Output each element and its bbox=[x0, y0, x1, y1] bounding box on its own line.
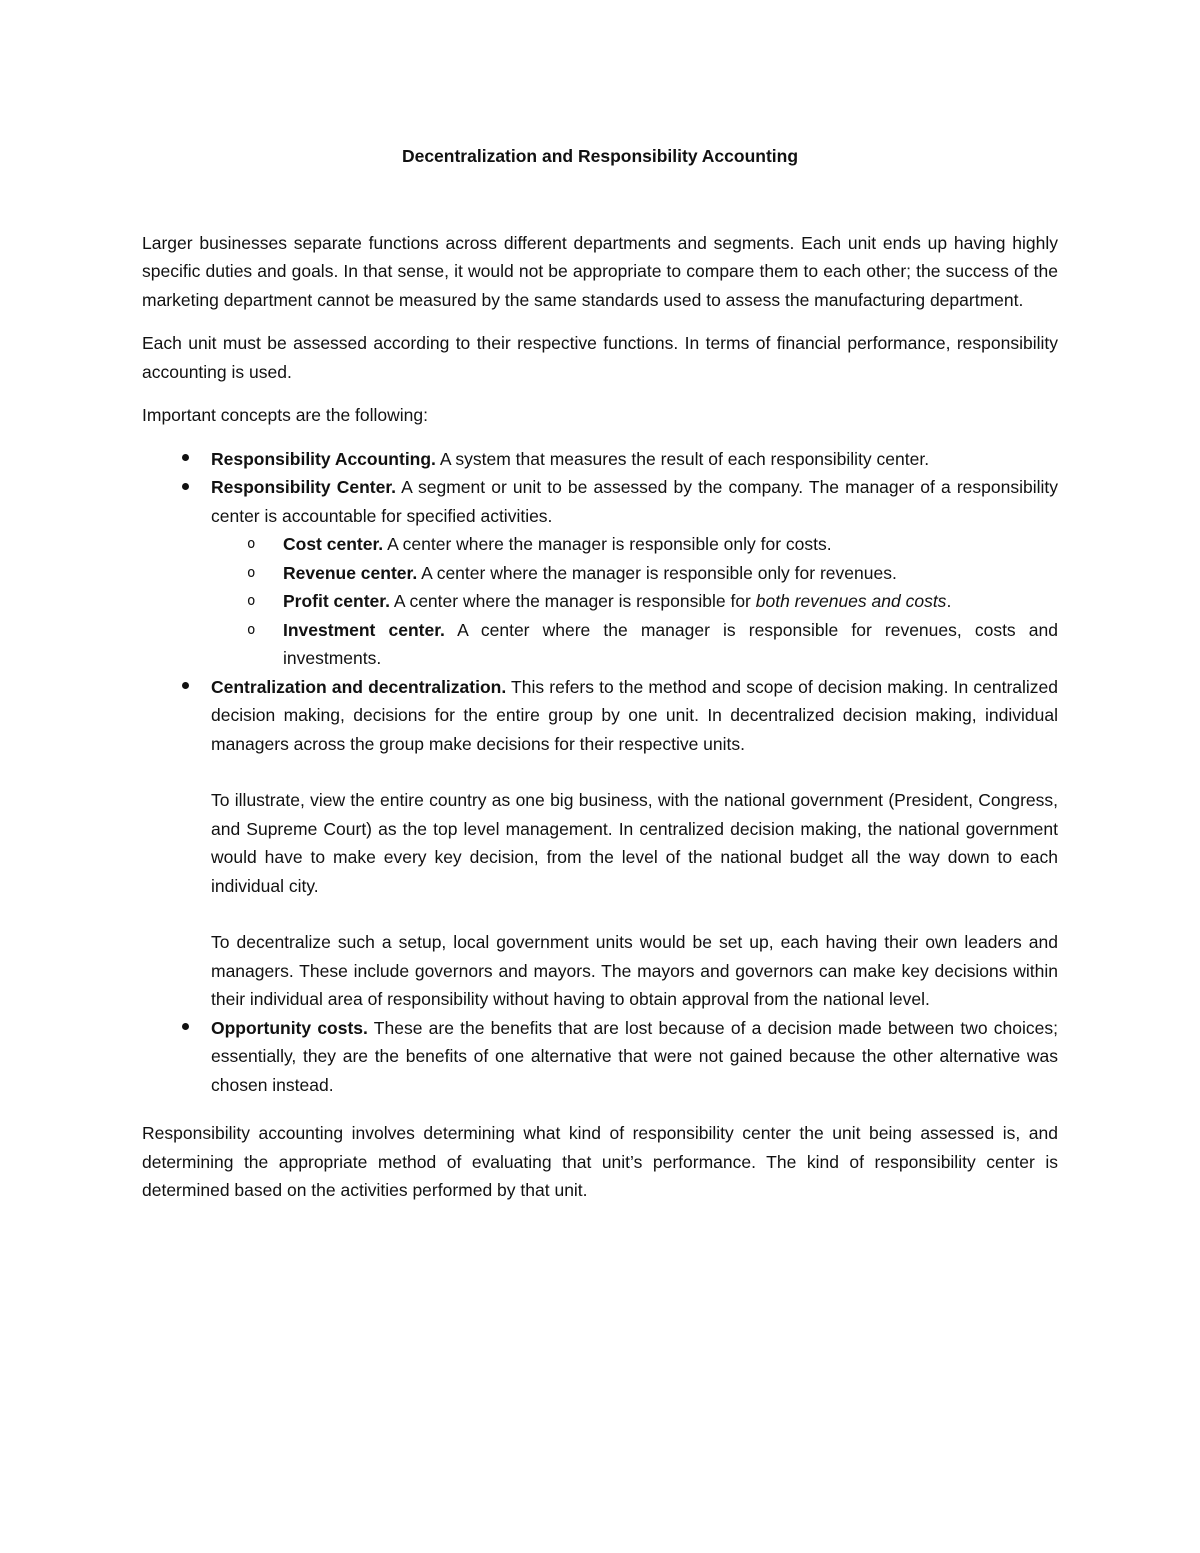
center-type-term: Investment center. bbox=[283, 619, 445, 640]
center-type-emphasis: both revenues and costs bbox=[755, 591, 947, 611]
document-title: Decentralization and Responsibility Accounting bbox=[401, 146, 799, 166]
center-type-investment bbox=[211, 616, 1058, 673]
center-type-revenue bbox=[211, 559, 1058, 588]
concept-definition: A segment or unit to be assessed by the company. The manager of a responsibility center is accountable for specified activities. bbox=[211, 477, 1058, 526]
sub-bullet-marker: o bbox=[247, 593, 256, 609]
concepts-lead-in: Important concepts are the following: bbox=[142, 405, 428, 425]
concept-item-responsibility-center bbox=[142, 473, 1058, 673]
document-body bbox=[142, 142, 1058, 1220]
concept-definition: This refers to the method and scope of decision making. In centralized decision making, decisions for the entire group by one unit. In decentralized decision making, individual managers across the group make decisions for their respective units. bbox=[211, 676, 1058, 754]
decentralization-illustration: To decentralize such a setup, local government units would be set up, each having their own leaders and managers. These include governors and mayors. The mayors and governors can make key decisions within their individual area of responsibility without having to obtain approval from the national level. bbox=[211, 932, 1058, 1009]
center-type-profit bbox=[211, 587, 1058, 616]
sub-bullet-marker: o bbox=[247, 564, 256, 581]
center-type-term: Revenue center. bbox=[283, 562, 418, 583]
concept-term: Opportunity costs. bbox=[211, 1017, 368, 1038]
sub-bullet-marker: o bbox=[247, 621, 256, 638]
center-type-definition-end: . bbox=[946, 591, 952, 611]
concept-definition: A system that measures the result of each responsibility center. bbox=[435, 448, 930, 469]
bullet-marker bbox=[175, 1014, 195, 1043]
center-type-definition: A center where the manager is responsible for revenues, costs and investments. bbox=[283, 619, 1058, 668]
center-type-definition: A center where the manager is responsible only for costs. bbox=[383, 534, 832, 554]
concept-term: Responsibility Center. bbox=[211, 477, 397, 497]
concept-term: Responsibility Accounting. bbox=[211, 448, 436, 469]
center-type-term: Cost center. bbox=[283, 534, 384, 554]
concept-item-opportunity-costs bbox=[142, 1014, 1058, 1100]
center-type-cost bbox=[211, 530, 1058, 559]
center-type-term: Profit center. bbox=[283, 591, 390, 611]
center-type-definition: A center where the manager is responsible for bbox=[389, 591, 756, 611]
concept-term: Centralization and decentralization. bbox=[211, 676, 507, 697]
bullet-marker bbox=[175, 473, 195, 502]
sub-bullet-marker: o bbox=[247, 536, 256, 552]
concept-item-centralization bbox=[142, 673, 1058, 1014]
concept-list bbox=[142, 445, 1058, 1100]
bullet-marker bbox=[175, 445, 195, 474]
intro-paragraph: Larger businesses separate functions across different departments and segments. Each unit ends up having highly specific duties and goals. In that sense, it would not be appropriate to compare them to each other; the success of the marketing department cannot be measured by the same standards used to assess the manufacturing department. bbox=[142, 232, 1058, 310]
concept-definition: These are the benefits that are lost because of a decision made between two choices; essentially, they are the benefits of one alternative that were not gained because the other alternative was chosen instead. bbox=[211, 1017, 1058, 1095]
concept-item-responsibility-accounting bbox=[142, 445, 1058, 474]
assessment-paragraph: Each unit must be assessed according to their respective functions. In terms of financial performance, responsibility accounting is used. bbox=[142, 333, 1058, 382]
centralization-illustration: To illustrate, view the entire country as one big business, with the national government (President, Congress, and Supreme Court) as the top level management. In centralized decision making, the national government would have to make every key decision, from the level of the national budget all the way down to each individual city. bbox=[211, 790, 1058, 896]
center-type-list bbox=[211, 530, 1058, 673]
center-type-definition: A center where the manager is responsible only for revenues. bbox=[417, 562, 897, 583]
bullet-marker bbox=[175, 673, 195, 702]
closing-paragraph: Responsibility accounting involves determining what kind of responsibility center the unit being assessed is, and determining the appropriate method of evaluating that unit’s performance. The kind of responsibility center is determined based on the activities performed by that unit. bbox=[142, 1123, 1058, 1200]
